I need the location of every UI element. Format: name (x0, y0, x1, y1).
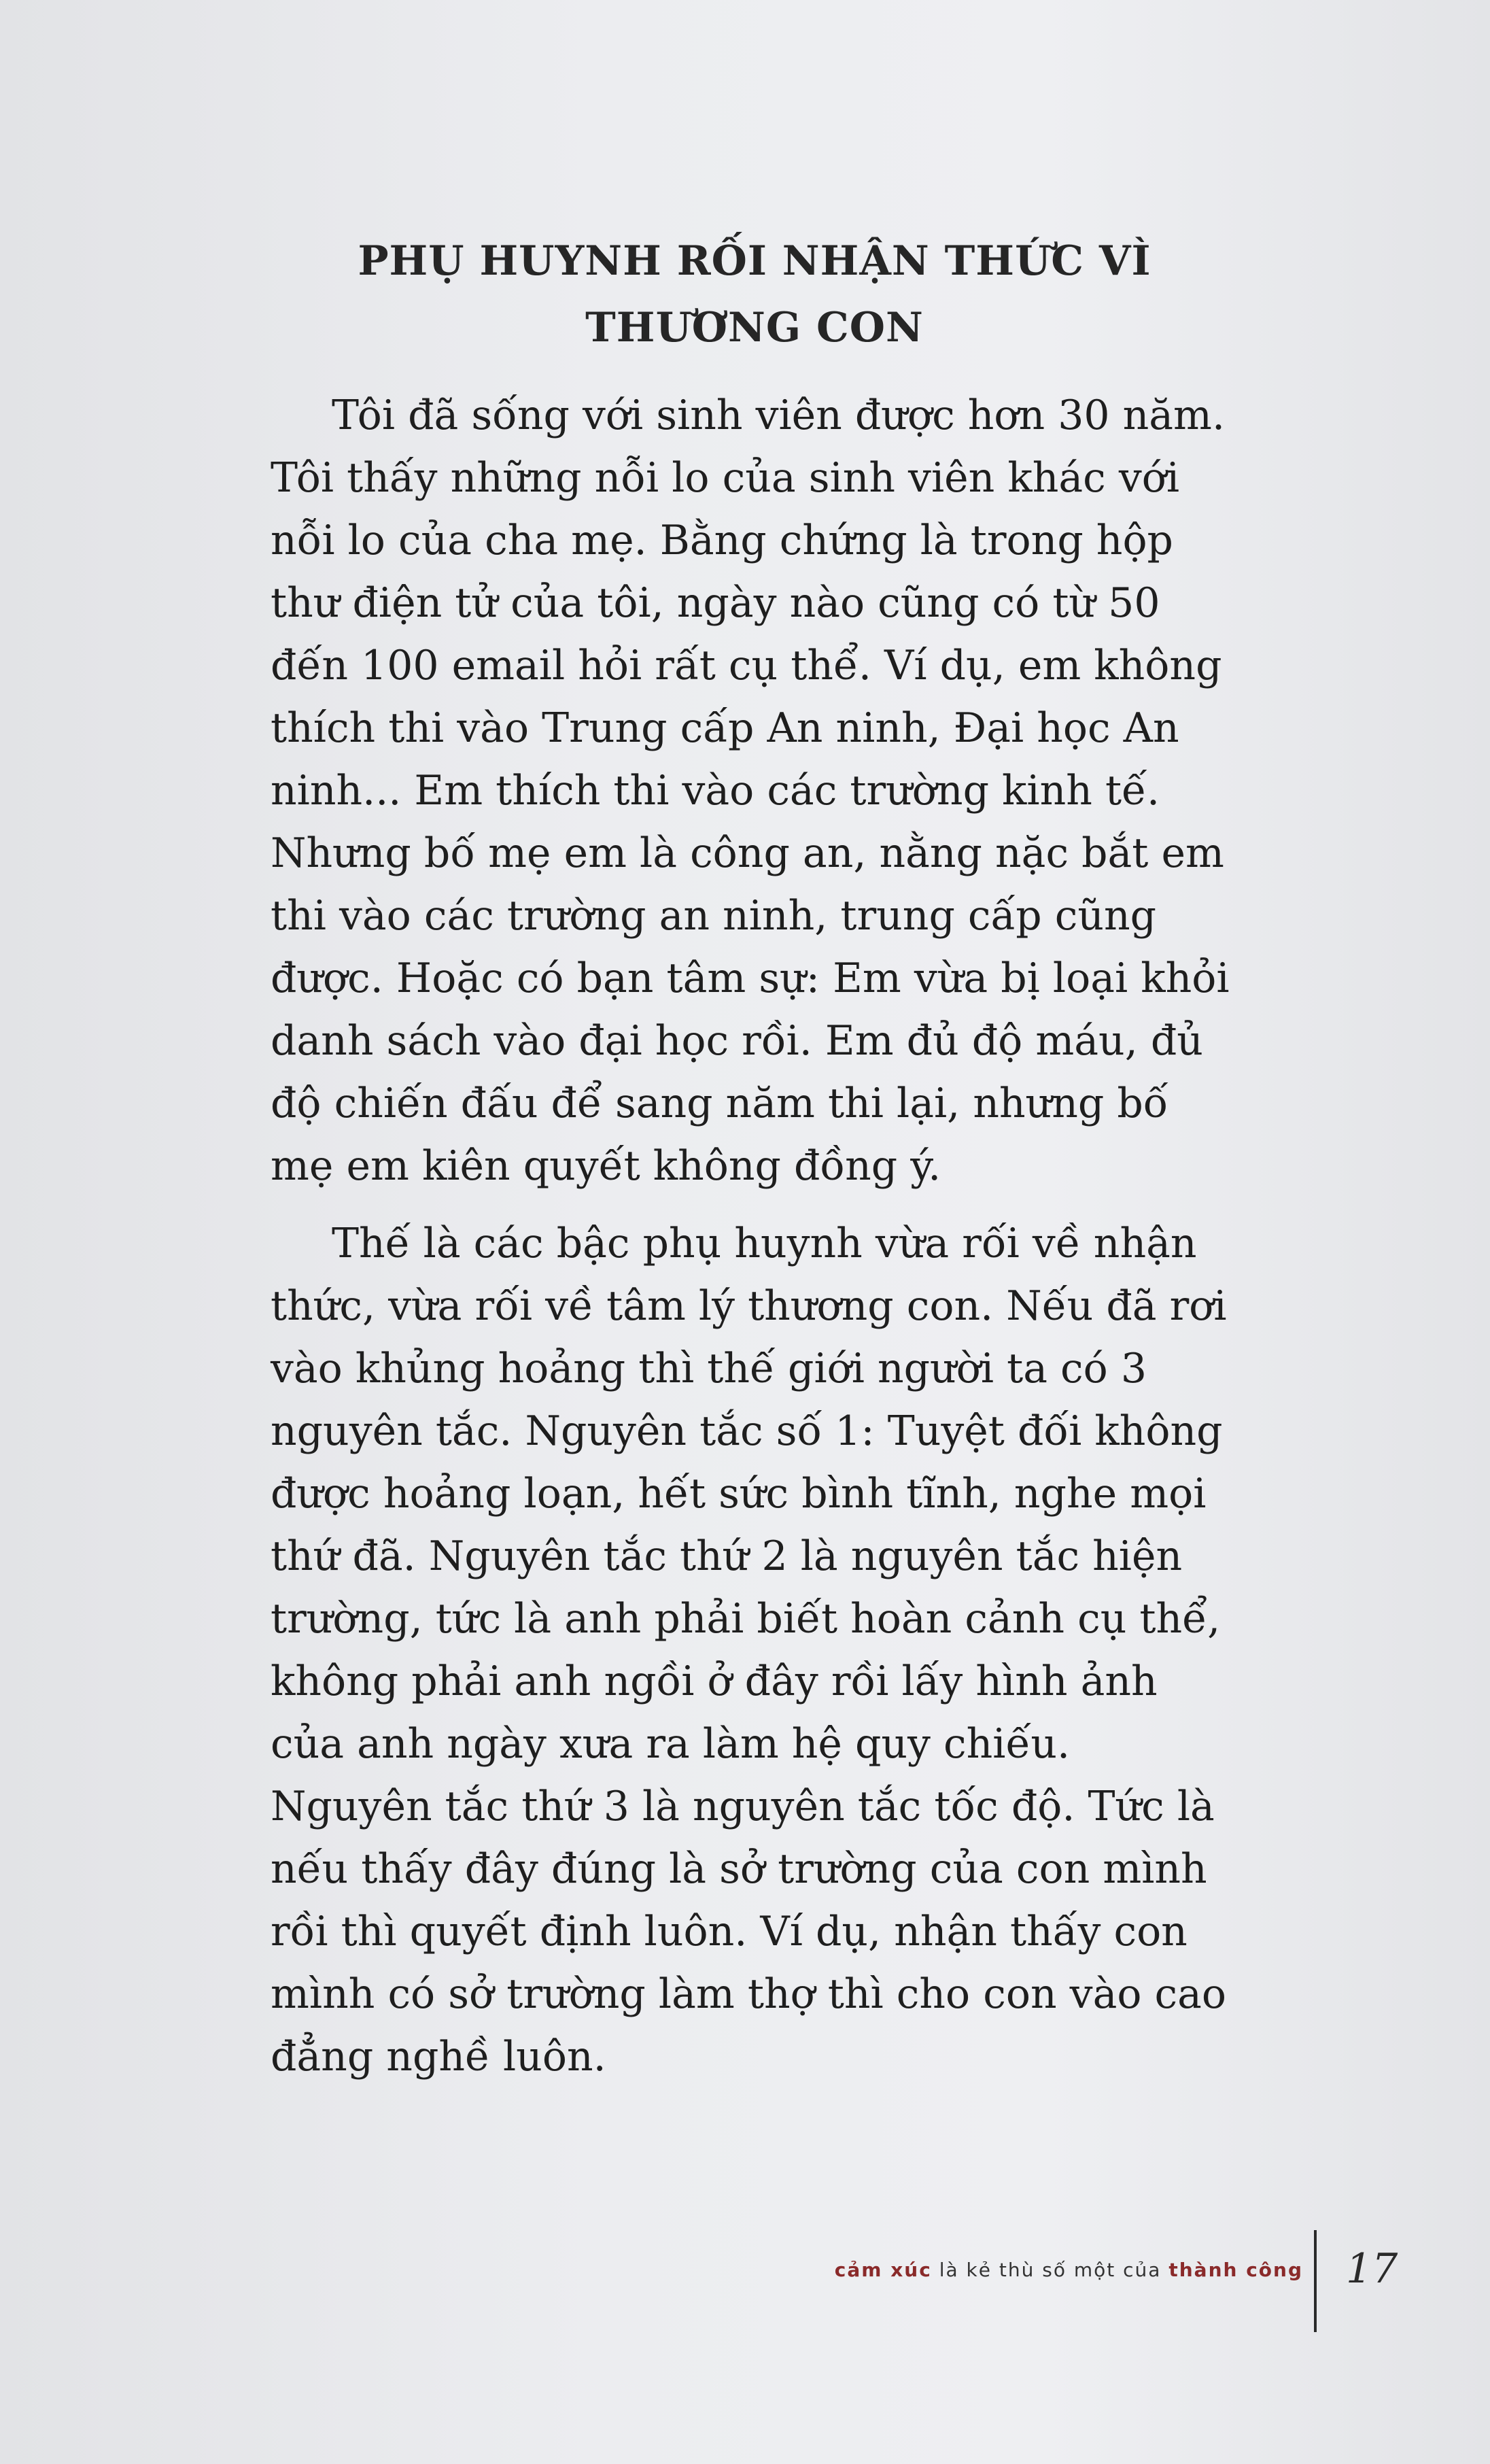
text-line: thức, vừa rối về tâm lý thương con. Nếu đã rơi (271, 1282, 1227, 1330)
text-line: Nguyên tắc thứ 3 là nguyên tắc tốc độ. Tức là (271, 1783, 1215, 1830)
text-line: Nhưng bố mẹ em là công an, nằng nặc bắt em (271, 829, 1224, 877)
chapter-title-line-2: THƯƠNG CON (585, 304, 924, 352)
footer-accent-2: thành công (1168, 2259, 1303, 2281)
chapter-title-line-1: PHỤ HUYNH RỐI NHẬN THỨC VÌ (358, 237, 1151, 285)
chapter-title (245, 228, 1264, 361)
text-line: Thế là các bậc phụ huynh vừa rối về nhận (332, 1220, 1197, 1267)
text-line: đẳng nghề luôn. (271, 2033, 606, 2081)
text-line: mẹ em kiên quyết không đồng ý. (271, 1142, 941, 1190)
footer-middle: là kẻ thù số một của (931, 2259, 1169, 2281)
text-line: thi vào các trường an ninh, trung cấp cũng (271, 892, 1157, 940)
text-line: Tôi đã sống với sinh viên được hơn 30 năm. (332, 392, 1226, 439)
text-line: thứ đã. Nguyên tắc thứ 2 là nguyên tắc hiện (271, 1533, 1183, 1580)
text-line: Tôi thấy những nỗi lo của sinh viên khác với (271, 454, 1180, 502)
text-line: nguyên tắc. Nguyên tắc số 1: Tuyệt đối không (271, 1407, 1223, 1455)
paragraph-2 (271, 1212, 1277, 2088)
footer-divider (1314, 2230, 1317, 2332)
text-line: không phải anh ngồi ở đây rồi lấy hình ảnh (271, 1658, 1158, 1705)
text-line: đến 100 email hỏi rất cụ thể. Ví dụ, em không (271, 642, 1222, 689)
page-number: 17 (1346, 2245, 1398, 2293)
running-footer (835, 2259, 1303, 2281)
paragraph-1 (271, 384, 1277, 1197)
text-line: vào khủng hoảng thì thế giới người ta có 3 (271, 1345, 1147, 1392)
text-line: trường, tức là anh phải biết hoàn cảnh cụ thể, (271, 1595, 1221, 1643)
text-line: nỗi lo của cha mẹ. Bằng chứng là trong hộp (271, 517, 1173, 564)
footer-accent-1: cảm xúc (834, 2259, 932, 2281)
text-line: được hoảng loạn, hết sức bình tĩnh, nghe mọi (271, 1470, 1207, 1518)
text-line: nếu thấy đây đúng là sở trường của con mình (271, 1845, 1207, 1893)
text-line: mình có sở trường làm thợ thì cho con vào cao (271, 1970, 1227, 2018)
text-line: thích thi vào Trung cấp An ninh, Đại học An (271, 704, 1179, 752)
text-line: của anh ngày xưa ra làm hệ quy chiếu. (271, 1720, 1071, 1768)
text-line: thư điện tử của tôi, ngày nào cũng có từ 50 (271, 579, 1160, 627)
body-text (271, 384, 1277, 2103)
text-line: được. Hoặc có bạn tâm sự: Em vừa bị loại khỏi (271, 955, 1230, 1002)
text-line: độ chiến đấu để sang năm thi lại, nhưng bố (271, 1080, 1168, 1127)
text-line: ninh... Em thích thi vào các trường kinh tế. (271, 767, 1160, 815)
text-line: danh sách vào đại học rồi. Em đủ độ máu, đủ (271, 1017, 1203, 1065)
text-line: rồi thì quyết định luôn. Ví dụ, nhận thấy con (271, 1908, 1188, 1955)
